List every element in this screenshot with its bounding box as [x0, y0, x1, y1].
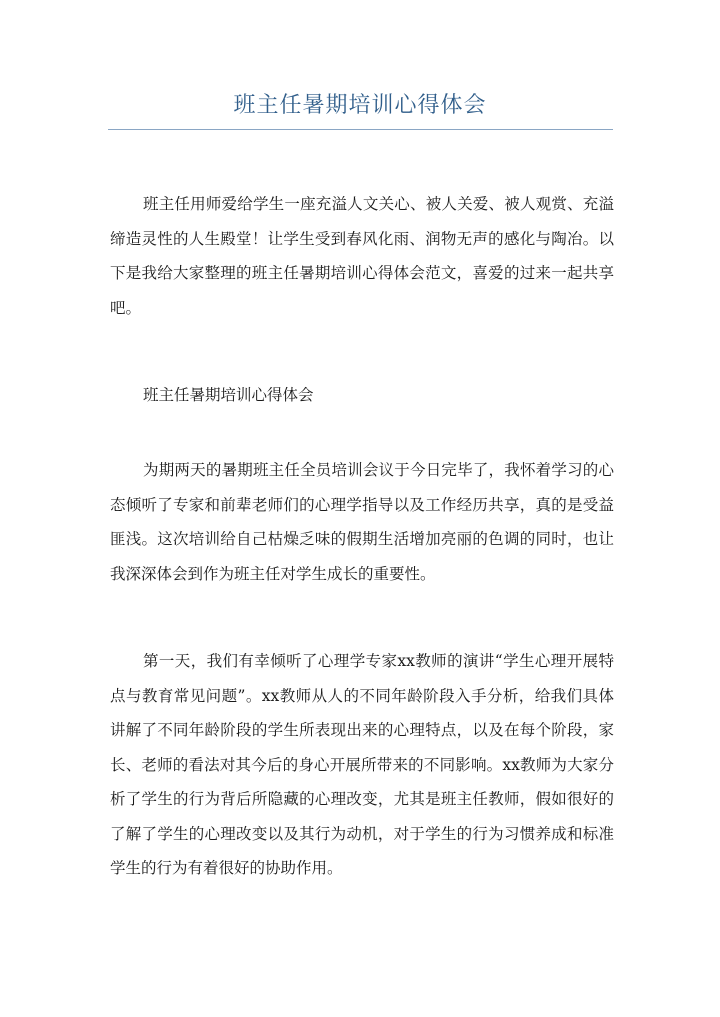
intro-paragraph: 班主任用师爱给学生一座充溢人文关心、被人关爱、被人观赏、充溢缔造灵性的人生殿堂！让学生受到春风化雨、润物无声的感化与陶冶。以下是我给大家整理的班主任暑期培训心得体会范文，喜爱的过来一起共享吧。: [110, 195, 614, 317]
body-paragraph-1: 为期两天的暑期班主任全员培训会议于今日完毕了，我怀着学习的心态倾听了专家和前辈老师们的心理学指导以及工作经历共享，真的是受益匪浅。这次培训给自己枯燥乏味的假期生活增加亮丽的色调的同时，也让我深深体会到作为班主任对学生成长的重要性。: [110, 461, 614, 583]
title-divider: [108, 129, 613, 130]
section-heading: 班主任暑期培训心得体会: [143, 386, 314, 404]
document-title: 班主任暑期培训心得体会: [233, 93, 487, 118]
body-paragraph-2: 第一天，我们有幸倾听了心理学专家xx教师的演讲“学生心理开展特点与教育常见问题”。xx教师从人的不同年龄阶段入手分析，给我们具体讲解了不同年龄阶段的学生所表现出来的心理特点，以及在每个阶段，家长、老师的看法对其今后的身心开展所带来的不同影响。xx教师为大家分析了学生的行为背后所隐藏的心理改变，尤其是班主任教师，假如很好的了解了学生的心理改变以及其行为动机，对于学生的行为习惯养成和标准学生的行为有着很好的协助作用。: [110, 652, 614, 877]
